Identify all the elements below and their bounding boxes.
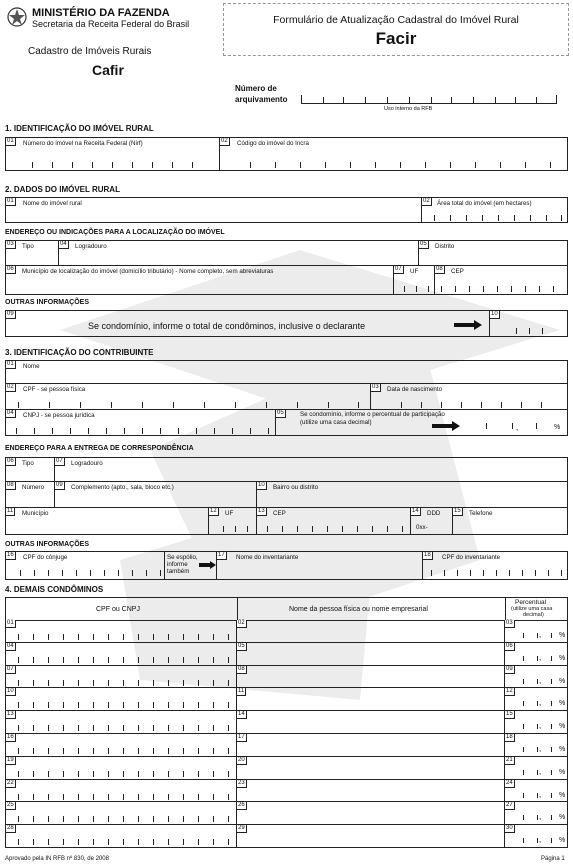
s3-f03-label: Data de nascimento [387, 386, 443, 393]
s3-f10-label: Bairro ou distrito [273, 484, 319, 491]
field-number: 14 [412, 508, 419, 514]
name-cell[interactable] [237, 620, 505, 642]
cpf-cnpj-cell[interactable] [6, 802, 237, 824]
field-number: 06 [7, 266, 14, 272]
s2-condo-text: Se condomínio, informe o total de condôminos, inclusive o declarante [88, 321, 366, 331]
table-row [6, 802, 568, 825]
s3-neighborhood-field[interactable] [256, 481, 568, 508]
s3-executor-cpf-field[interactable] [422, 551, 568, 580]
decimal-comma: , [539, 835, 542, 845]
field-number: 11 [7, 508, 14, 514]
digit-ticks [18, 746, 228, 754]
digit-ticks [523, 676, 553, 684]
digit-ticks [523, 698, 553, 706]
s3-corr-title: ENDEREÇO PARA A ENTREGA DE CORRESPONDÊNCIA [5, 445, 194, 452]
field-number: 12 [506, 688, 513, 695]
percent-sign: % [559, 723, 566, 731]
percent-cell[interactable] [505, 711, 568, 733]
name-cell[interactable] [237, 688, 505, 710]
digit-ticks [20, 568, 160, 576]
field-number: 08 [436, 266, 443, 272]
s3-phone-field[interactable] [452, 507, 568, 535]
digit-ticks [18, 400, 358, 408]
s3-f04-label: CNPJ - se pessoa jurídica [23, 412, 95, 419]
decimal-comma: , [539, 630, 542, 639]
field-number: 01 [7, 198, 14, 204]
s2-f07-label: UF [410, 268, 419, 275]
cpf-cnpj-cell[interactable] [6, 688, 237, 710]
digit-ticks [18, 837, 228, 845]
s2-f03-label: Tipo [22, 243, 34, 250]
s3-f18-label: CPF do inventariante [442, 554, 501, 561]
espolio-note [164, 552, 219, 579]
field-number: 27 [506, 802, 513, 809]
percent-cell[interactable] [505, 802, 568, 824]
left-title: Cadastro de Imóveis Rurais [28, 46, 152, 57]
decimal-comma: , [539, 721, 542, 731]
s2-cep-field[interactable] [434, 265, 568, 295]
s4-col3-label-b: (utilize uma casa [511, 606, 553, 612]
field-number: 29 [238, 825, 245, 832]
s3-street-field[interactable] [54, 457, 568, 482]
digit-ticks [434, 213, 562, 221]
percent-sign: % [559, 768, 566, 776]
s4-col3-label-c: decimal) [523, 612, 544, 618]
s3-uf-field[interactable] [208, 507, 257, 535]
name-cell[interactable] [237, 734, 505, 756]
s1-incra-field[interactable] [219, 137, 568, 171]
s4-col1-label: CPF ou CNPJ [96, 606, 140, 613]
s4-table [5, 597, 568, 848]
field-number: 06 [7, 458, 14, 464]
field-number: 21 [506, 756, 513, 763]
s3-type-field[interactable] [5, 457, 55, 482]
name-cell[interactable] [237, 711, 505, 733]
percent-cell[interactable] [505, 734, 568, 756]
field-number: 19 [7, 756, 14, 763]
field-number: 09 [506, 665, 513, 672]
field-number: 02 [238, 620, 245, 626]
digit-ticks [523, 630, 553, 638]
field-number: 13 [258, 508, 265, 514]
field-number: 01 [7, 620, 14, 626]
table-row [6, 666, 568, 689]
s2-uf-field[interactable] [393, 265, 435, 295]
field-number: 17 [238, 734, 245, 740]
digit-ticks [250, 160, 560, 168]
percent-sign: % [559, 791, 566, 799]
s3-f02-label: CPF - se pessoa física [23, 386, 86, 393]
digit-ticks [523, 653, 553, 661]
digit-ticks [523, 790, 553, 798]
s3-f07-label: Logradouro [71, 460, 103, 467]
s4-col2-label: Nome da pessoa física ou nome empresarial [289, 606, 428, 613]
field-number: 15 [454, 508, 461, 514]
cpf-cnpj-cell[interactable] [6, 643, 237, 665]
field-number: 02 [221, 138, 228, 144]
archive-label-2: arquivamento [235, 95, 288, 104]
field-number: 16 [7, 552, 14, 558]
decimal-comma: , [539, 812, 542, 822]
s2-f06-label: Município de localização do imóvel (domicílio tributário) - Nome completo, sem abreviaturas [22, 268, 274, 275]
field-number: 07 [395, 266, 402, 272]
s4-col3-header [505, 598, 568, 621]
name-cell[interactable] [237, 825, 505, 848]
s3-cpf-field[interactable] [5, 383, 371, 410]
field-number: 03 [372, 384, 379, 390]
table-row [6, 825, 568, 848]
digit-ticks [267, 524, 403, 532]
field-number: 11 [238, 688, 245, 695]
field-number: 26 [238, 802, 245, 809]
percent-cell[interactable] [505, 643, 568, 665]
s3-f09-label: Complemento (apto., sala, bloco etc.) [71, 484, 174, 491]
digit-ticks [223, 524, 247, 532]
percent-sign: % [559, 700, 566, 708]
table-row [6, 711, 568, 734]
s2-municipality-field[interactable] [5, 265, 394, 295]
s3-f01-label: Nome [23, 363, 40, 370]
s3-f05-label-a: Se condomínio, informe o percentual de participação [300, 411, 445, 418]
decimal-comma: , [539, 698, 542, 708]
field-number: 13 [7, 711, 14, 718]
field-number: 04 [60, 241, 67, 247]
table-row [6, 780, 568, 803]
s3-spouse-cpf-field[interactable] [5, 551, 217, 580]
percent-cell[interactable] [505, 620, 568, 642]
percent-sign: % [559, 746, 566, 753]
digit-ticks [441, 284, 563, 292]
archive-label-1: Número de [235, 84, 277, 93]
s2-address-title: ENDEREÇO OU INDICAÇÕES PARA A LOCALIZAÇÃO DO IMÓVEL [5, 229, 225, 236]
table-row [6, 643, 568, 666]
digit-ticks [32, 160, 202, 168]
field-number: 05 [238, 642, 245, 649]
s1-f02-label: Código do imóvel do Incra [237, 140, 309, 147]
field-number: 04 [7, 410, 14, 416]
percent-cell[interactable] [505, 825, 568, 848]
cpf-cnpj-cell[interactable] [6, 734, 237, 756]
section-2-title: 2. DADOS DO IMÓVEL RURAL [5, 185, 120, 194]
s3-f06-label: Tipo [22, 460, 34, 467]
s3-cep-field[interactable] [256, 507, 411, 535]
s3-f14-label: DDD [427, 510, 441, 517]
field-number: 04 [7, 642, 14, 649]
field-number: 03 [506, 620, 513, 626]
s4-col2-header [237, 598, 506, 621]
form-title-box [223, 3, 569, 56]
field-number: 08 [238, 665, 245, 672]
secretariat-name: Secretaria da Receita Federal do Brasil [32, 19, 190, 29]
field-number: 18 [506, 734, 513, 740]
s2-f08-label: CEP [451, 268, 464, 275]
digit-ticks [523, 767, 553, 775]
s3-f11-label: Município [22, 510, 49, 517]
espolio-line-2: informe [167, 561, 188, 568]
s2-condo-total-field[interactable] [489, 310, 568, 337]
table-row [6, 734, 568, 757]
s3-name-field[interactable] [5, 360, 568, 384]
digit-ticks [18, 792, 228, 800]
ministry-name: MINISTÉRIO DA FAZENDA [32, 7, 170, 19]
field-number: 09 [7, 311, 14, 317]
digit-ticks [18, 723, 228, 731]
digit-ticks [18, 769, 228, 777]
name-cell[interactable] [237, 666, 505, 688]
field-number: 02 [7, 384, 14, 390]
field-number: 12 [210, 508, 217, 514]
decimal-comma: , [516, 423, 519, 432]
percent-cell[interactable] [505, 757, 568, 779]
percent-sign: % [559, 814, 566, 822]
s3-complement-field[interactable] [54, 481, 257, 508]
decimal-comma: , [539, 652, 542, 662]
field-number: 15 [506, 711, 513, 718]
cpf-cnpj-cell[interactable] [6, 780, 237, 802]
s2-f04-label: Logradouro [75, 243, 107, 250]
left-acronym: Cafir [92, 62, 124, 78]
digit-ticks [523, 835, 553, 843]
digit-ticks [18, 814, 228, 822]
s1-nirf-field[interactable] [5, 137, 220, 171]
field-number: 18 [424, 552, 431, 558]
field-number: 01 [7, 361, 14, 367]
s3-share-field[interactable] [275, 409, 568, 436]
s3-f12-label: UF [225, 510, 234, 517]
s3-number-field[interactable] [5, 481, 55, 508]
s3-other-title: OUTRAS INFORMAÇÕES [5, 541, 89, 548]
digit-ticks [431, 568, 561, 576]
s2-f02-label: Área total do imóvel (em hectares) [437, 200, 532, 207]
percent-cell[interactable] [505, 780, 568, 802]
field-number: 09 [56, 482, 63, 488]
cpf-cnpj-cell[interactable] [6, 711, 237, 733]
s3-f15-label: Telefone [469, 510, 493, 517]
field-number: 01 [7, 138, 14, 144]
digit-ticks [18, 700, 228, 708]
arrow-right-icon [454, 320, 484, 330]
s3-pct-sign: % [554, 424, 561, 431]
s3-f05-label-b: (utilize uma casa decimal) [300, 419, 372, 426]
s2-other-title: OUTRAS INFORMAÇÕES [5, 299, 89, 306]
table-row [6, 688, 568, 711]
section-1-title: 1. IDENTIFICAÇÃO DO IMÓVEL RURAL [5, 124, 154, 133]
digit-ticks [18, 655, 228, 663]
s3-f13-label: CEP [273, 510, 286, 517]
s2-f05-label: Distrito [435, 243, 455, 250]
percent-sign: % [559, 837, 566, 845]
field-number: 07 [56, 458, 63, 464]
cpf-cnpj-cell[interactable] [6, 757, 237, 779]
percent-cell[interactable] [505, 688, 568, 710]
field-number: 02 [423, 198, 430, 204]
arrow-right-icon [432, 421, 462, 431]
decimal-comma: , [539, 744, 542, 753]
s2-f01-label: Nome do imóvel rural [23, 200, 82, 207]
field-number: 23 [238, 779, 245, 786]
s3-ddd-field[interactable] [410, 507, 453, 535]
cpf-cnpj-cell[interactable] [6, 620, 237, 642]
s2-street-field[interactable] [58, 240, 419, 266]
field-number: 22 [7, 779, 14, 786]
field-number: 03 [7, 241, 14, 247]
digit-ticks [18, 678, 228, 686]
s3-f16-label: CPF do cônjuge [23, 554, 68, 561]
field-number: 28 [7, 825, 14, 832]
name-cell[interactable] [237, 757, 505, 779]
s4-col1-header [6, 598, 238, 621]
espolio-line-1: Se espólio, [167, 554, 198, 561]
field-number: 05 [277, 410, 284, 416]
field-number: 05 [420, 241, 427, 247]
footer-page: Página 1 [541, 856, 565, 862]
s3-cnpj-field[interactable] [5, 409, 276, 436]
s2-area-field[interactable] [421, 197, 568, 223]
archive-number-field[interactable] [301, 95, 557, 104]
cpf-cnpj-cell[interactable] [6, 825, 237, 848]
field-number: 06 [506, 642, 513, 649]
footer-approved: Aprovado pela IN RFB nº 830, de 2008 [5, 856, 109, 862]
espolio-line-3: também [167, 568, 190, 575]
field-number: 24 [506, 779, 513, 786]
decimal-comma: , [539, 789, 542, 799]
decimal-comma: , [539, 675, 542, 685]
digit-ticks [401, 400, 551, 408]
table-row [6, 757, 568, 780]
digit-ticks [523, 721, 553, 729]
percent-sign: % [559, 677, 566, 685]
field-number: 10 [7, 688, 14, 695]
section-4-title: 4. DEMAIS CONDÔMINOS [5, 585, 104, 594]
s3-f17-label: Nome do inventariante [236, 554, 299, 561]
decimal-comma: , [539, 766, 542, 776]
field-number: 20 [238, 756, 245, 763]
name-cell[interactable] [237, 643, 505, 665]
s4-col3-label-a: Percentual [515, 599, 547, 606]
s3-municipality-field[interactable] [5, 507, 209, 535]
field-number: 14 [238, 711, 245, 718]
field-number: 25 [7, 802, 14, 809]
digit-ticks [18, 632, 228, 640]
archive-note: Uso interno da RFB [384, 106, 433, 112]
field-number: 07 [7, 665, 14, 672]
s1-f01-label: Número do imóvel na Receita Federal (Nirf) [23, 140, 143, 147]
field-number: 10 [491, 311, 498, 317]
s2-district-field[interactable] [418, 240, 568, 266]
s3-birthdate-field[interactable] [370, 383, 568, 410]
s3-executor-name-field[interactable] [216, 551, 423, 580]
percent-cell[interactable] [505, 666, 568, 688]
s2-type-field[interactable] [5, 240, 59, 266]
percent-sign: % [559, 632, 566, 639]
digit-ticks [486, 421, 561, 431]
digit-ticks [523, 744, 553, 752]
s2-condo-row [5, 310, 490, 337]
s2-property-name-field[interactable] [5, 197, 422, 223]
name-cell[interactable] [237, 780, 505, 802]
digit-ticks [404, 284, 428, 292]
digit-ticks [523, 812, 553, 820]
section-3-title: 3. IDENTIFICAÇÃO DO CONTRIBUINTE [5, 348, 154, 357]
table-row [6, 620, 568, 643]
form-title: Formulário de Atualização Cadastral do Imóvel Rural [273, 14, 519, 26]
cpf-cnpj-cell[interactable] [6, 666, 237, 688]
coat-of-arms-icon [6, 6, 28, 28]
s3-f14-prefix: 0xx- [416, 524, 428, 531]
digit-ticks [516, 326, 542, 334]
name-cell[interactable] [237, 802, 505, 824]
form-acronym: Facir [375, 29, 417, 48]
arrow-right-icon [199, 561, 217, 569]
s3-f08-label: Número [22, 484, 45, 491]
field-number: 16 [7, 734, 14, 740]
field-number: 30 [506, 825, 513, 832]
digit-ticks [16, 426, 271, 434]
field-number: 10 [258, 482, 265, 488]
field-number: 17 [218, 552, 225, 558]
field-number: 08 [7, 482, 14, 488]
percent-sign: % [559, 654, 566, 662]
